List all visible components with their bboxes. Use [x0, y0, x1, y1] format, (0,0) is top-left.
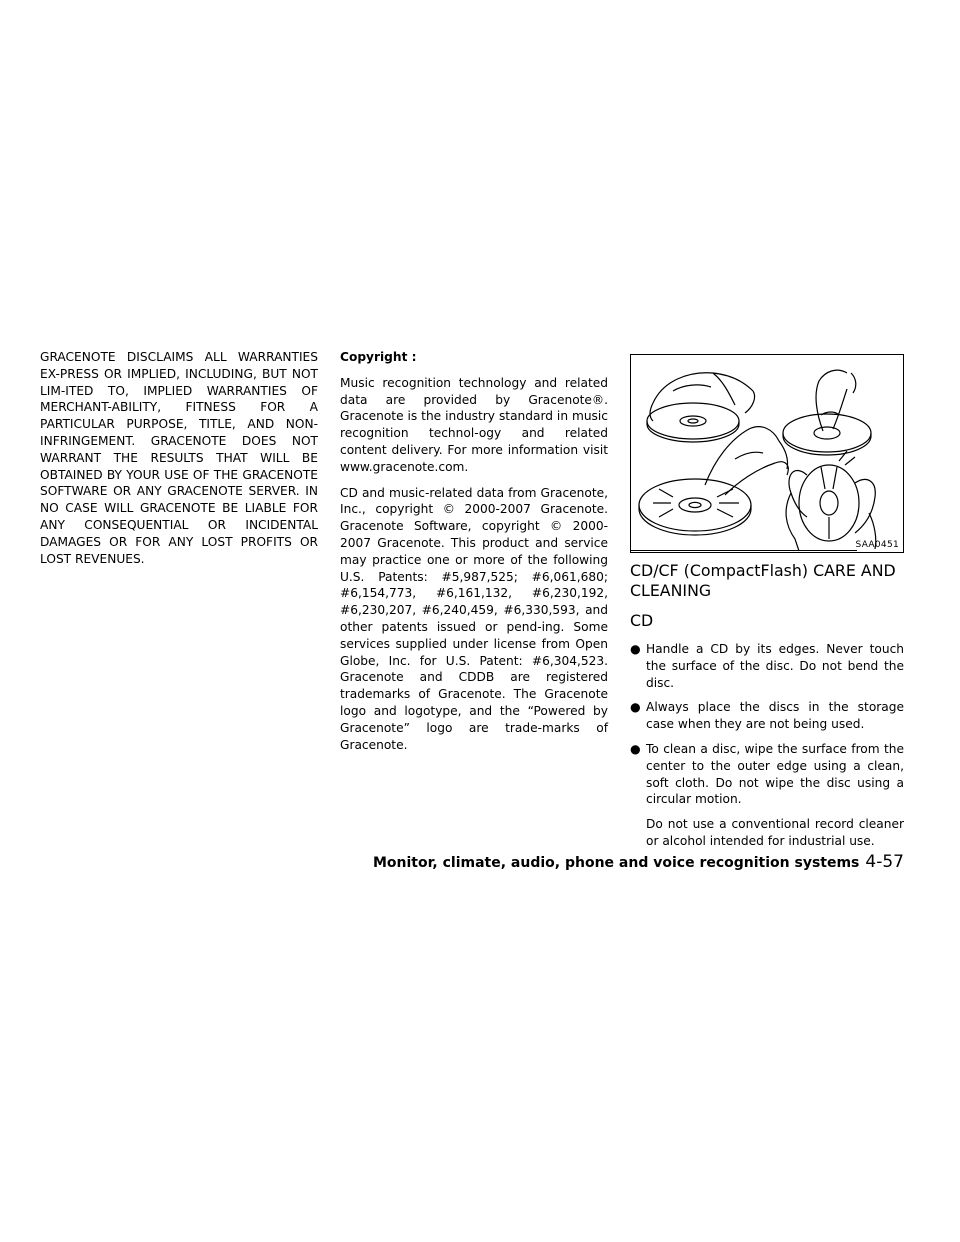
figure-rule	[631, 550, 857, 551]
page-footer	[373, 853, 904, 872]
list-item	[630, 741, 904, 850]
figure-code: SAA0451	[855, 540, 899, 550]
disc-held-by-edges	[647, 373, 755, 442]
disc-held-vertically	[786, 451, 876, 551]
list-item	[630, 641, 904, 691]
list-item-text: Always place the discs in the storage case when they are not being used.	[646, 700, 904, 732]
left-column	[40, 349, 318, 576]
list-item-text: To clean a disc, wipe the surface from the center to the outer edge using a clean, soft cloth. Do not wipe the disc using a circular motion.	[646, 741, 904, 807]
cd-care-list	[630, 641, 904, 850]
bullet-icon: ●	[630, 741, 641, 756]
list-item-text: Handle a CD by its edges. Never touch the surface of the disc. Do not bend the disc.	[646, 642, 904, 690]
cd-handling-drawing	[631, 355, 903, 552]
copyright-paragraph-2: CD and music-related data from Gracenote, Inc., copyright © 2000-2007 Gracenote. Gracenote Software, copyright © 2000-2007 Gracenote. This product and service may practice one or more of the following U.S. Patents: #5,987,525; #6,061,680; #6,154,773, #6,161,132, #6,230,192, #6,230,207, #6,240,459, #6,330,593, and other patents issued or pend-ing. Some services supplied under license from Open Globe, Inc. for U.S. Patent: #6,304,523. Gracenote and CDDB are registered trademarks of Gracenote. The Gracenote logo and logotype, and the “Powered by Gracenote” logo are trade-marks of Gracenote.	[340, 485, 608, 752]
footer-section-title: Monitor, climate, audio, phone and voice recognition systems	[372, 855, 860, 871]
bullet-icon: ●	[630, 642, 641, 656]
list-item-note: Do not use a conventional record cleaner or alcohol intended for industrial use.	[646, 817, 904, 848]
right-column	[630, 354, 904, 858]
bullet-icon: ●	[630, 700, 641, 715]
cd-handling-illustration	[630, 354, 904, 553]
section-title: CD/CF (CompactFlash) CARE AND CLEANING	[630, 561, 896, 600]
subsection-title-cd: CD	[630, 611, 654, 630]
disc-being-wiped	[639, 427, 788, 535]
disc-center-press	[783, 370, 871, 455]
gracenote-disclaimer: GRACENOTE DISCLAIMS ALL WARRANTIES EX-PRESS OR IMPLIED, INCLUDING, BUT NOT LIM-ITED TO, IMPLIED WARRANTIES OF MERCHANT-ABILITY, FITNESS FOR A PARTICULAR PURPOSE, TITLE, AND NON-INFRINGEMENT. GRACENOTE DOES NOT WARRANT THE RESULTS THAT WILL BE OBTAINED BY YOUR USE OF THE GRACENOTE SOFTWARE OR ANY GRACENOTE SERVER. IN NO CASE WILL GRACENOTE BE LIABLE FOR ANY CONSEQUENTIAL OR INCIDENTAL DAMAGES OR FOR ANY LOST PROFITS OR LOST REVENUES.	[40, 350, 318, 566]
page-number: 4-57	[865, 852, 904, 872]
copyright-paragraph-1: Music recognition technology and related data are provided by Gracenote®. Gracenote is the industry standard in music recognition technol-ogy and related content delivery. For more information visit www.gracenote.com.	[340, 375, 608, 474]
middle-column	[340, 349, 608, 762]
list-item	[630, 699, 904, 733]
copyright-heading: Copyright :	[340, 350, 417, 364]
